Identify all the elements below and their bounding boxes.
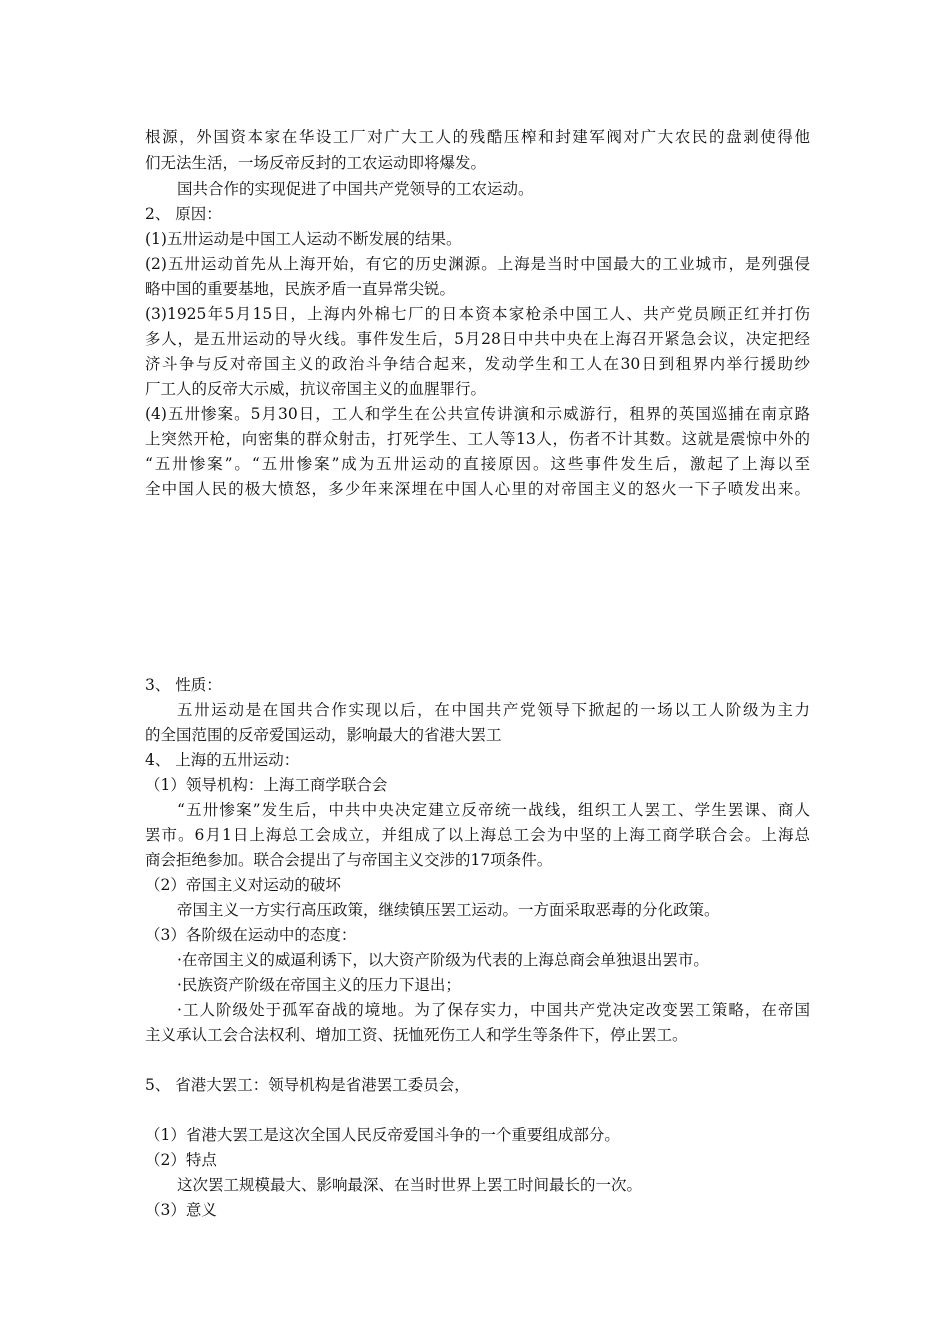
bullet-item: 主义承认工会合法权利、增加工资、抚恤死伤工人和学生等条件下，停止罢工。 [145, 1026, 688, 1044]
paragraph-line: 根源，外国资本家在华设工厂对广大工人的残酷压榨和封建军阀对广大农民的盘剥使得他 [145, 128, 810, 146]
subsection-heading: （3）意义 [145, 1201, 217, 1219]
cause-item: 厂工人的反帝大示威，抗议帝国主义的血腥罪行。 [145, 380, 487, 398]
paragraph-line: 的全国范围的反帝爱国运动，影响最大的省港大罢工 [145, 726, 502, 744]
bullet-item: ·在帝国主义的威逼利诱下，以大资产阶级为代表的上海总商会单独退出罢市。 [177, 951, 709, 969]
cause-item: (4)五卅惨案。5月30日，工人和学生在公共宣传讲演和示威游行，租界的英国巡捕在南京路 [145, 405, 810, 423]
cause-item: 全中国人民的极大愤怒，多少年来深埋在中国人心里的对帝国主义的怒火一下子喷发出来。 [145, 480, 810, 498]
cause-item: 多人，是五卅运动的导火线。事件发生后，5月28日中共中央在上海召开紧急会议，决定把经 [145, 330, 810, 348]
cause-item: 济斗争与反对帝国主义的政治斗争结合起来，发动学生和工人在30日到租界内举行援助纱 [145, 355, 810, 373]
paragraph-line: 们无法生活，一场反帝反封的工农运动即将爆发。 [145, 154, 487, 172]
section-heading-causes: 2、 原因： [145, 205, 222, 223]
bullet-item: ·工人阶级处于孤军奋战的境地。为了保存实力，中国共产党决定改变罢工策略，在帝国 [177, 1001, 810, 1019]
section-heading-shanghai: 4、 上海的五卅运动： [145, 751, 300, 769]
cause-item: (2)五卅运动首先从上海开始，有它的历史渊源。上海是当时中国最大的工业城市，是列强侵 [145, 255, 810, 273]
paragraph-line: 国共合作的实现促进了中国共产党领导的工农运动。 [177, 180, 534, 198]
cause-item: 上突然开枪，向密集的群众射击，打死学生、工人等13人，伤者不计其数。这就是震惊中外的 [145, 430, 810, 448]
subsection-heading: （2）特点 [145, 1151, 217, 1169]
paragraph-line: 这次罢工规模最大、影响最深、在当时世界上罢工时间最长的一次。 [177, 1176, 643, 1194]
subsection-heading: （1）领导机构：上海工商学联合会 [145, 776, 388, 794]
paragraph-line: 帝国主义一方实行高压政策，继续镇压罢工运动。一方面采取恶毒的分化政策。 [177, 901, 720, 919]
paragraph-line: “五卅惨案”发生后，中共中央决定建立反帝统一战线，组织工人罢工、学生罢课、商人 [177, 801, 810, 819]
subsection-heading: （3）各阶级在运动中的态度： [145, 926, 357, 944]
paragraph-line: 罢市。6月1日上海总工会成立，并组成了以上海总工会为中坚的上海工商学联合会。上海总 [145, 826, 810, 844]
subsection-heading: （2）帝国主义对运动的破坏 [145, 876, 341, 894]
section-heading-strike: 5、 省港大罢工：领导机构是省港罢工委员会， [145, 1076, 470, 1094]
bullet-item: ·民族资产阶级在帝国主义的压力下退出； [177, 976, 461, 994]
section-heading-nature: 3、 性质： [145, 676, 222, 694]
cause-item: 略中国的重要基地，民族矛盾一直异常尖锐。 [145, 280, 456, 298]
paragraph-line: 商会拒绝参加。联合会提出了与帝国主义交涉的17项条件。 [145, 851, 553, 869]
paragraph-line: 五卅运动是在国共合作实现以后，在中国共产党领导下掀起的一场以工人阶级为主力 [177, 701, 810, 719]
cause-item: (1)五卅运动是中国工人运动不断发展的结果。 [145, 230, 462, 248]
subsection-heading: （1）省港大罢工是这次全国人民反帝爱国斗争的一个重要组成部分。 [145, 1126, 620, 1144]
cause-item: (3)1925年5月15日，上海内外棉七厂的日本资本家枪杀中国工人、共产党员顾正红并打伤 [145, 305, 810, 323]
cause-item: “五卅惨案”。“五卅惨案”成为五卅运动的直接原因。这些事件发生后，激起了上海以至 [145, 455, 810, 473]
